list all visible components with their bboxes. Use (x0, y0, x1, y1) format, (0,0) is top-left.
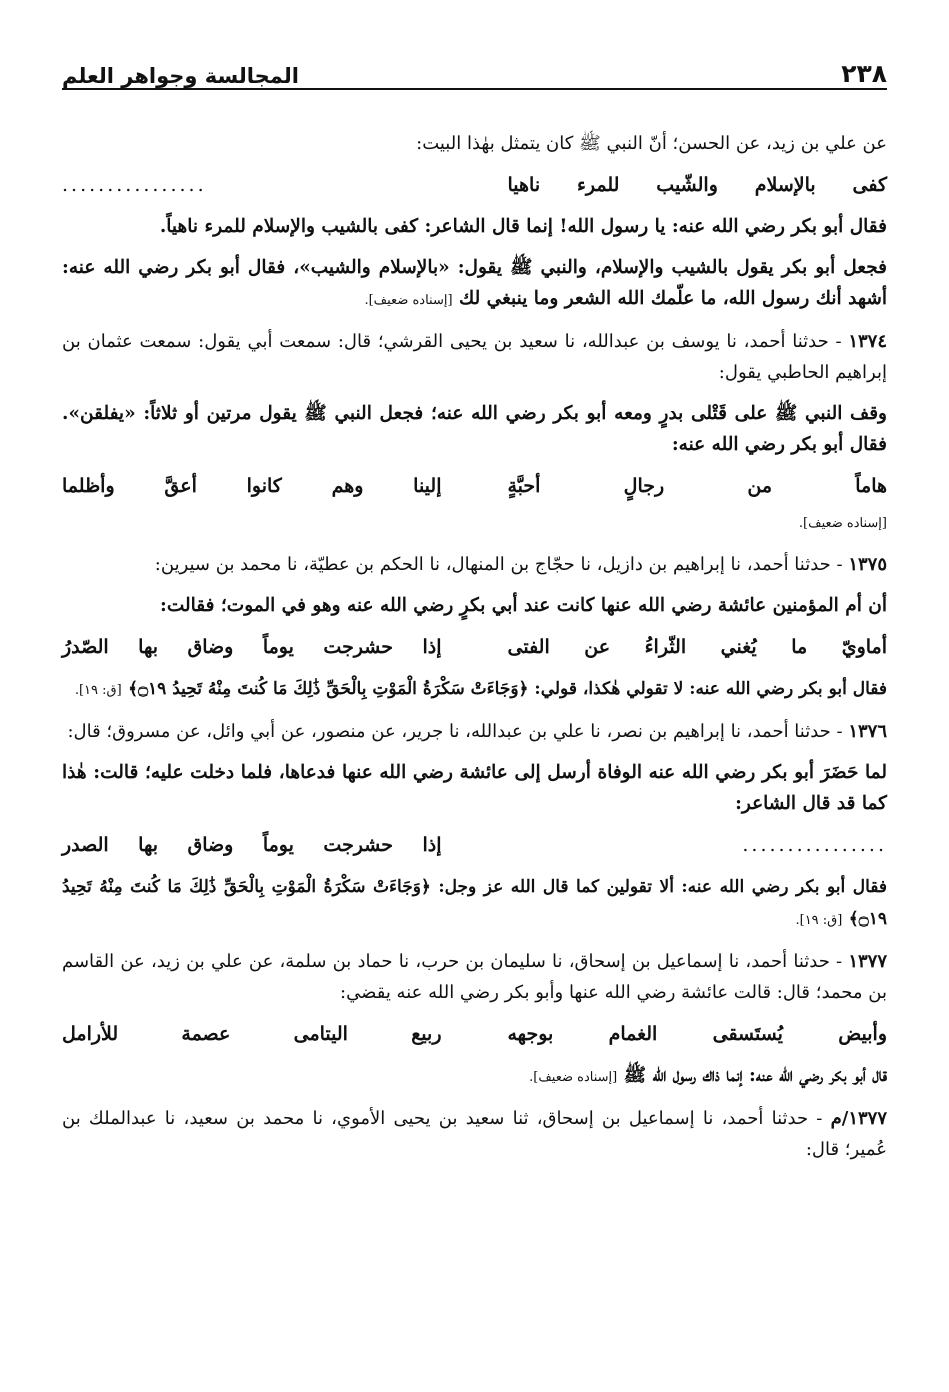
hadith-entry (62, 1103, 887, 1165)
poetry-verse (62, 1018, 887, 1050)
paragraph (62, 252, 887, 316)
verse-first-hemistich: هاماً من رجالٍ أحبَّةٍ (507, 475, 887, 497)
poetry-verse (62, 631, 887, 663)
page-content (62, 128, 887, 1165)
hadith-chain: - حدثنا أحمد، نا إبراهيم بن نصر، نا علي بن عبدالله، نا جرير، عن منصور، عن أبي وائل، عن مسروق؛ قال: (67, 721, 849, 742)
book-title: المجالسة وجواهر العلم (62, 64, 299, 88)
hadith-number: ١٣٧٦ (848, 721, 887, 742)
quran-reference: [ق: ١٩]. (795, 913, 843, 928)
hadith-chain: - حدثنا أحمد، نا إبراهيم بن دازيل، نا حجّاج بن المنهال، نا الحكم بن عطيّة، نا محمد بن سيرين: (154, 554, 849, 575)
verse-first-hemistich: أماويّ ما يُغني الثّراءُ عن الفتى (507, 636, 887, 658)
hadith-number: ١٣٧٥ (848, 554, 887, 575)
paragraph (62, 1060, 887, 1093)
paragraph-text: فجعل أبو بكر يقول بالشيب والإسلام، والنبي ﷺ يقول: «بالإسلام والشيب»، فقال أبو بكر رضي الله عنه: أشهد أنك رسول الله، ما علّمك الله الشعر وما ينبغي لك (62, 257, 887, 309)
verse-second-hemistich: إذا حشرجت يوماً وضاق بها الصدر (62, 834, 442, 856)
paragraph: وقف النبي ﷺ على قَتْلى بدرٍ ومعه أبو بكر رضي الله عنه؛ فجعل النبي ﷺ يقول مرتين أو ثلاثاً: «يفلقن». فقال أبو بكر رضي الله عنه: (62, 403, 887, 455)
page-number: ٢٣٨ (841, 59, 887, 88)
verse-ellipsis: ................ (62, 174, 207, 196)
quran-quote: فقال أبو بكر رضي الله عنه: لا تقولي هٰكذا، قولي: ﴿وَجَاءَتْ سَكْرَةُ الْمَوْتِ بِالْحَقِّ ذَٰلِكَ مَا كُنتَ مِنْهُ تَحِيدُ ۝١٩﴾ (128, 679, 887, 699)
poetry-verse (62, 829, 887, 861)
quran-quote: فقال أبو بكر رضي الله عنه: ألا تقولين كما قال الله عز وجل: ﴿وَجَاءَتْ سَكْرَةُ الْمَوْتِ بِالْحَقِّ ذَٰلِكَ مَا كُنتَ مِنْهُ تَحِيدُ ۝١٩﴾ (62, 877, 887, 929)
paragraph (62, 673, 887, 706)
verse-second-hemistich: ربيع اليتامى عصمة للأرامل (62, 1023, 442, 1045)
verse-ellipsis: ................ (742, 834, 887, 856)
verse-second-hemistich: إذا حشرجت يوماً وضاق بها الصّدرُ (62, 636, 442, 658)
poetry-verse (62, 470, 887, 502)
page-header (62, 44, 887, 90)
hadith-entry (62, 946, 887, 1008)
paragraph (62, 871, 887, 936)
hadith-entry (62, 326, 887, 388)
poetry-verse (62, 169, 887, 201)
paragraph: فقال أبو بكر رضي الله عنه: يا رسول الله! إنما قال الشاعر: كفى بالشيب والإسلام للمرء ناهياً. (159, 216, 887, 237)
hadith-chain: - حدثنا أحمد، نا يوسف بن عبدالله، نا سعيد بن يحيى القرشي؛ قال: سمعت أبي يقول: سمعت عثمان بن إبراهيم الحاطبي يقول: (62, 331, 887, 383)
isnad-grade: [إسناده ضعيف]. (798, 516, 887, 531)
verse-second-hemistich: إلينا وهم كانوا أعقَّ وأظلما (62, 475, 442, 497)
paragraph: أن أم المؤمنين عائشة رضي الله عنها كانت عند أبي بكرٍ رضي الله عنه وهو في الموت؛ فقالت: (159, 595, 887, 616)
hadith-entry (62, 549, 887, 580)
hadith-number: ١٣٧٧ (848, 951, 887, 972)
verse-first-hemistich: كفى بالإسلام والشّيب للمرء ناهيا (507, 174, 887, 196)
paragraph-text: قال أبو بكر رضي الله عنه: إنما ذاك رسول الله ﷺ (623, 1065, 887, 1086)
hadith-chain: - حدثنا أحمد، نا إسماعيل بن إسحاق، نا سليمان بن حرب، نا حماد بن سلمة، عن علي بن زيد، عن القاسم بن محمد؛ قال: قالت عائشة رضي الله عنها وأبو بكر رضي الله عنه يقضي: (62, 951, 887, 1003)
isnad-grade: [إسناده ضعيف]. (364, 293, 453, 308)
verse-first-hemistich: وأبيض يُستَسقى الغمام بوجهه (507, 1023, 887, 1045)
paragraph: لما حَضَرَ أبو بكر رضي الله عنه الوفاة أرسل إلى عائشة رضي الله عنها فدعاها، فلما دخلت عليه؛ قالت: هٰذا كما قد قال الشاعر: (62, 762, 887, 814)
quran-reference: [ق: ١٩]. (74, 683, 122, 698)
isnad-grade: [إسناده ضعيف]. (529, 1070, 618, 1085)
hadith-entry (62, 716, 887, 747)
hadith-chain: - حدثنا أحمد، نا إسماعيل بن إسحاق، ثنا سعيد بن يحيى الأموي، نا محمد بن سعيد، نا عبدالملك بن عُمير؛ قال: (62, 1108, 887, 1160)
paragraph: عن علي بن زيد، عن الحسن؛ أنّ النبي ﷺ كان يتمثل بهٰذا البيت: (416, 133, 887, 154)
hadith-number: ١٣٧٧/م (830, 1108, 887, 1129)
hadith-number: ١٣٧٤ (848, 331, 887, 352)
